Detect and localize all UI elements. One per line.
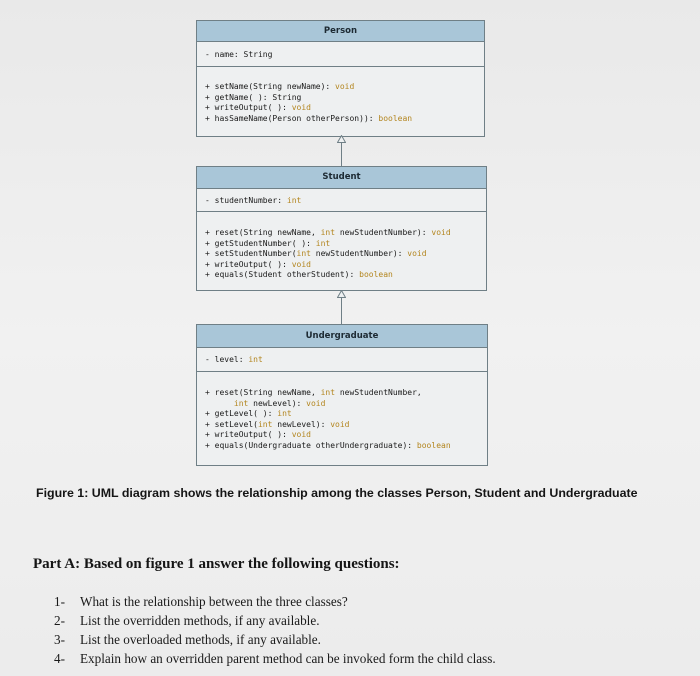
- list-item: [54, 630, 496, 649]
- undergraduate-op-2: + getLevel( ): int: [205, 409, 292, 419]
- student-op-1: + getStudentNumber( ): int: [205, 238, 331, 248]
- question-text: List the overloaded methods, if any available.: [80, 632, 321, 647]
- question-number: 1-: [54, 594, 65, 609]
- person-op-3: + hasSameName(Person otherPerson)): boolean: [205, 113, 413, 123]
- student-class-name: Student: [197, 167, 486, 189]
- student-op-3: + writeOutput( ): void: [205, 259, 311, 269]
- undergraduate-operations: [197, 372, 487, 452]
- student-op-0: + reset(String newName, int newStudentNumber): void: [205, 228, 451, 237]
- student-op-4: + equals(Student otherStudent): boolean: [205, 270, 393, 280]
- person-class-name: Person: [197, 21, 484, 42]
- person-operations: [197, 67, 484, 124]
- undergraduate-op-0: + reset(String newName, int newStudentNumber,: [205, 388, 422, 397]
- student-operations: [197, 212, 486, 281]
- student-attr-0: - studentNumber: int: [205, 195, 302, 205]
- list-item: [54, 611, 496, 630]
- inheritance-line-undergraduate-student: [341, 296, 342, 325]
- part-a-heading: Part A: Based on figure 1 answer the following questions:: [33, 556, 400, 572]
- question-number: 3-: [54, 632, 65, 647]
- undergraduate-op-5: + equals(Undergraduate otherUndergraduate): boolean: [205, 440, 451, 450]
- undergraduate-attr-0: - level: int: [205, 355, 263, 364]
- person-op-1: + getName( ): String: [205, 92, 302, 102]
- undergraduate-op-1: int newLevel): void: [233, 398, 326, 408]
- figure-caption: Figure 1: UML diagram shows the relationship among the classes Person, Student and Undergraduate: [36, 486, 638, 500]
- undergraduate-attributes: [197, 348, 487, 372]
- question-number: 2-: [54, 613, 65, 628]
- undergraduate-class-box: [196, 324, 488, 466]
- person-op-0: + setName(String newName): void: [205, 82, 355, 91]
- inheritance-arrowhead-icon: [337, 135, 346, 143]
- question-list: [54, 592, 496, 668]
- question-text: Explain how an overridden parent method can be invoked form the child class.: [80, 651, 496, 666]
- list-item: [54, 592, 496, 611]
- inheritance-line-student-person: [341, 141, 342, 167]
- list-item: [54, 649, 496, 668]
- question-text: List the overridden methods, if any available.: [80, 613, 320, 628]
- student-attributes: [197, 189, 486, 212]
- student-op-2: + setStudentNumber(int newStudentNumber): void: [205, 249, 427, 259]
- question-number: 4-: [54, 651, 65, 666]
- inheritance-arrowhead-icon: [337, 290, 346, 298]
- student-class-box: [196, 166, 487, 291]
- person-attr-0: - name: String: [205, 49, 273, 59]
- person-op-2: + writeOutput( ): void: [205, 103, 311, 113]
- undergraduate-op-4: + writeOutput( ): void: [205, 430, 311, 440]
- person-attributes: [197, 42, 484, 67]
- undergraduate-class-name: Undergraduate: [197, 325, 487, 348]
- question-text: What is the relationship between the three classes?: [80, 594, 348, 609]
- person-class-box: [196, 20, 485, 137]
- undergraduate-op-3: + setLevel(int newLevel): void: [205, 419, 350, 429]
